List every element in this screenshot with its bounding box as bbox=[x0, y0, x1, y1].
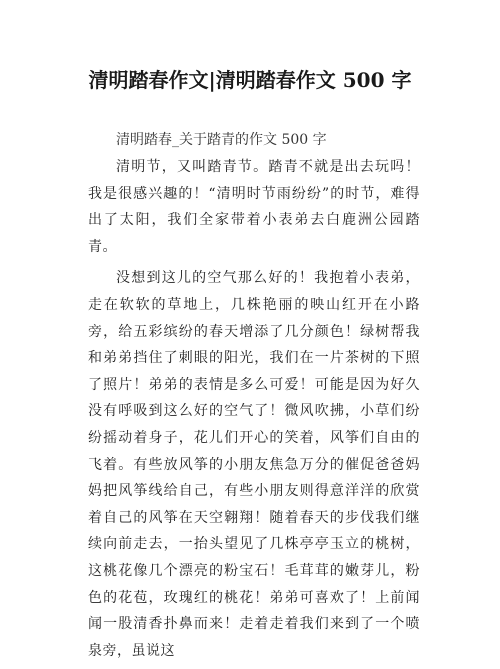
paragraph-1: 清明节，又叫踏青节。踏青不就是出去玩吗！我是很感兴趣的！“清明时节雨纷纷”的时节，难得出了太阳，我们全家带着小表弟去白鹿洲公园踏青。 bbox=[88, 159, 420, 255]
document-body bbox=[88, 154, 420, 669]
document-title: 清明踏春作文|清明踏春作文 500 字 bbox=[88, 68, 412, 92]
paragraph-2: 没想到这儿的空气那么好的！我抱着小表弟，走在软软的草地上，几株艳丽的映山红开在小路旁，给五彩缤纷的春天增添了几分颜色！绿树帮我和弟弟挡住了刺眼的阳光，我们在一片茶树的下照了照片！弟弟的表情是多么可爱！可能是因为好久没有呼吸到这么好的空气了！微风吹拂，小草们纷纷摇动着身子，花儿们开心的笑着，风筝们自由的飞着。有些放风筝的小朋友焦急万分的催促爸爸妈妈把风筝线给自己，有些小朋友则得意洋洋的欣赏着自己的风筝在天空翱翔！随着春天的步伐我们继续向前走去，一抬头望见了几株亭亭玉立的桃树，这桃花像几个漂亮的粉宝石！毛茸茸的嫩芽儿，粉色的花苞，玫瑰红的桃花！弟弟可喜欢了！上前闻闻一股清香扑鼻而来！走着走着我们来到了一个喷泉旁，虽说这 bbox=[88, 270, 420, 659]
document-subtitle: 清明踏春_关于踏青的作文 500 字 bbox=[116, 132, 327, 148]
